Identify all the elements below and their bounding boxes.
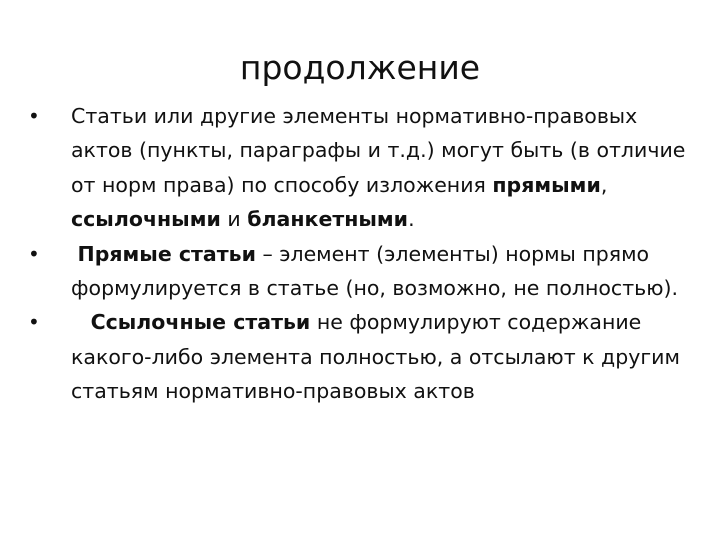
bullet-text [71,242,678,300]
bullet-list [28,99,696,409]
bullet-1-text-part: и [220,207,248,232]
bullet-1-text-part: Статьи или другие элементы нормативно-правовых актов (пункты, параграфы и т.д.) могут быть (в отличие от норм права) по способу изложения [71,104,686,197]
bullet-icon: • [28,104,40,128]
bullet-text [71,104,685,231]
slide-title [0,46,720,90]
bullet-2-text-part: – элемент (элементы) нормы прямо формулируется в статье (но, возможно, не полностью). [71,241,678,301]
slide-title-text: продолжение [239,48,481,87]
bullet-1-text-part: . [408,207,415,232]
bullet-item-2 [28,237,696,306]
bullet-text [71,310,680,403]
bullet-1-bold-term-direct: прямыми [492,172,601,197]
bullet-1-bold-term-reference: ссылочными [71,207,221,232]
bullet-item-1 [28,99,696,237]
bullet-1-bold-term-blanket: бланкетными [247,207,409,232]
bullet-icon: • [28,241,40,266]
bullet-3-text-part: не формулируют содержание какого-либо элемента полностью, а отсылают к другим статьям нормативно-правовых актов [71,310,680,404]
bullet-3-text-part [71,310,91,334]
bullet-icon: • [28,310,40,335]
bullet-item-3 [28,305,696,408]
bullet-1-text-part: , [600,172,608,197]
bullet-2-bold-term: Прямые статьи [77,241,256,266]
bullet-3-bold-term: Ссылочные статьи [90,310,311,335]
